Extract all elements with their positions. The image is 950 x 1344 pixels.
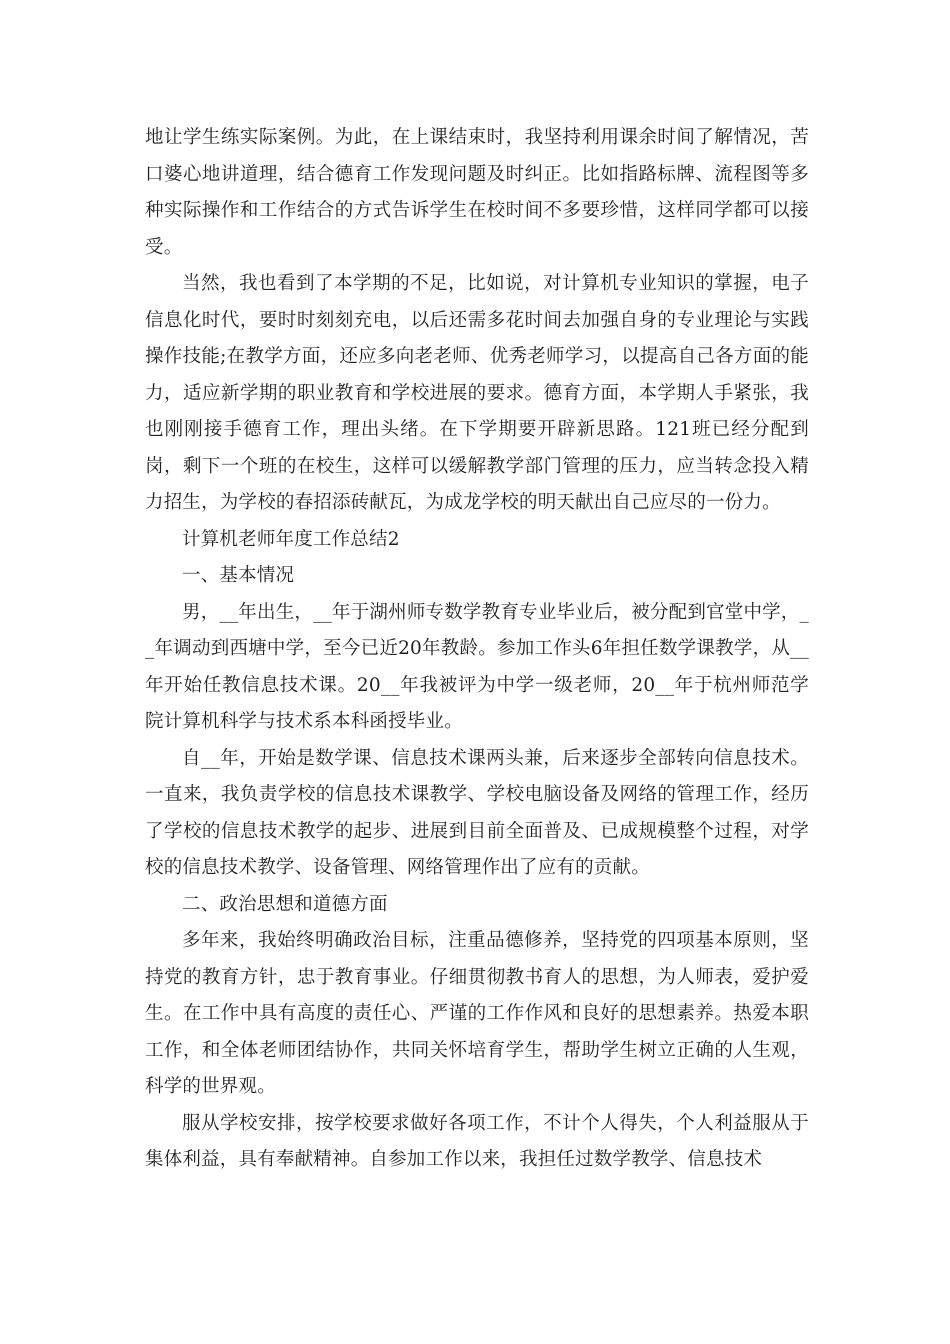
document-body (145, 120, 809, 1179)
heading-basic-info: 一、基本情况 (182, 565, 295, 586)
paragraph-continuation: 地让学生练实际案例。为此，在上课结束时，我坚持利用课余时间了解情况，苦口婆心地讲道理，结合德育工作发现问题及时纠正。比如指路标牌、流程图等多种实际操作和工作结合的方式告诉学生在校时间不多要珍惜，这样同学都可以接受。 (145, 127, 809, 258)
paragraph-shortcomings: 当然，我也看到了本学期的不足，比如说，对计算机专业知识的掌握，电子信息化时代，要时时刻刻充电，以后还需多花时间去加强自身的专业理论与实践操作技能;在教学方面，还应多向老老师、优秀老师学习，以提高自己各方面的能力，适应新学期的职业教育和学校进展的要求。德育方面，本学期人手紧张，我也刚刚接手德育工作，理出头绪。在下学期要开辟新思路。121班已经分配到岗，剩下一个班的在校生，这样可以缓解教学部门管理的压力，应当转念投入精力招生，为学校的春招添砖献瓦，为成龙学校的明天献出自己应尽的一份力。 (145, 273, 809, 513)
paragraph-background: 男，__年出生，__年于湖州师专数学教育专业毕业后，被分配到官堂中学，__年调动到西塘中学，至今已近20年教龄。参加工作头6年担任数学课教学，从__年开始任教信息技术课。20__年我被评为中学一级老师，20__年于杭州师范学院计算机科学与技术系本科函授毕业。 (145, 601, 809, 732)
paragraph-it-duties: 自__年，开始是数学课、信息技术课两头兼，后来逐步全部转向信息技术。一直来，我负责学校的信息技术课教学、学校电脑设备及网络的管理工作，经历了学校的信息技术教学的起步、进展到目前全面普及、已成规模整个过程，对学校的信息技术教学、设备管理、网络管理作出了应有的贡献。 (145, 747, 809, 878)
section-title: 计算机老师年度工作总结2 (182, 528, 400, 550)
heading-politics-ethics: 二、政治思想和道德方面 (182, 893, 388, 915)
paragraph-obey-arrangement: 服从学校安排，按学校要求做好各项工作，不计个人得失，个人利益服从于集体利益，具有奉献精神。自参加工作以来，我担任过数学教学、信息技术 (145, 1112, 809, 1170)
paragraph-political-goals: 多年来，我始终明确政治目标，注重品德修养，坚持党的四项基本原则，坚持党的教育方针，忠于教育事业。仔细贯彻教书育人的思想，为人师表，爱护爱生。在工作中具有高度的责任心、严谨的工作作风和良好的思想素养。热爱本职工作，和全体老师团结协作，共同关怀培育学生，帮助学生树立正确的人生观，科学的世界观。 (145, 930, 809, 1097)
